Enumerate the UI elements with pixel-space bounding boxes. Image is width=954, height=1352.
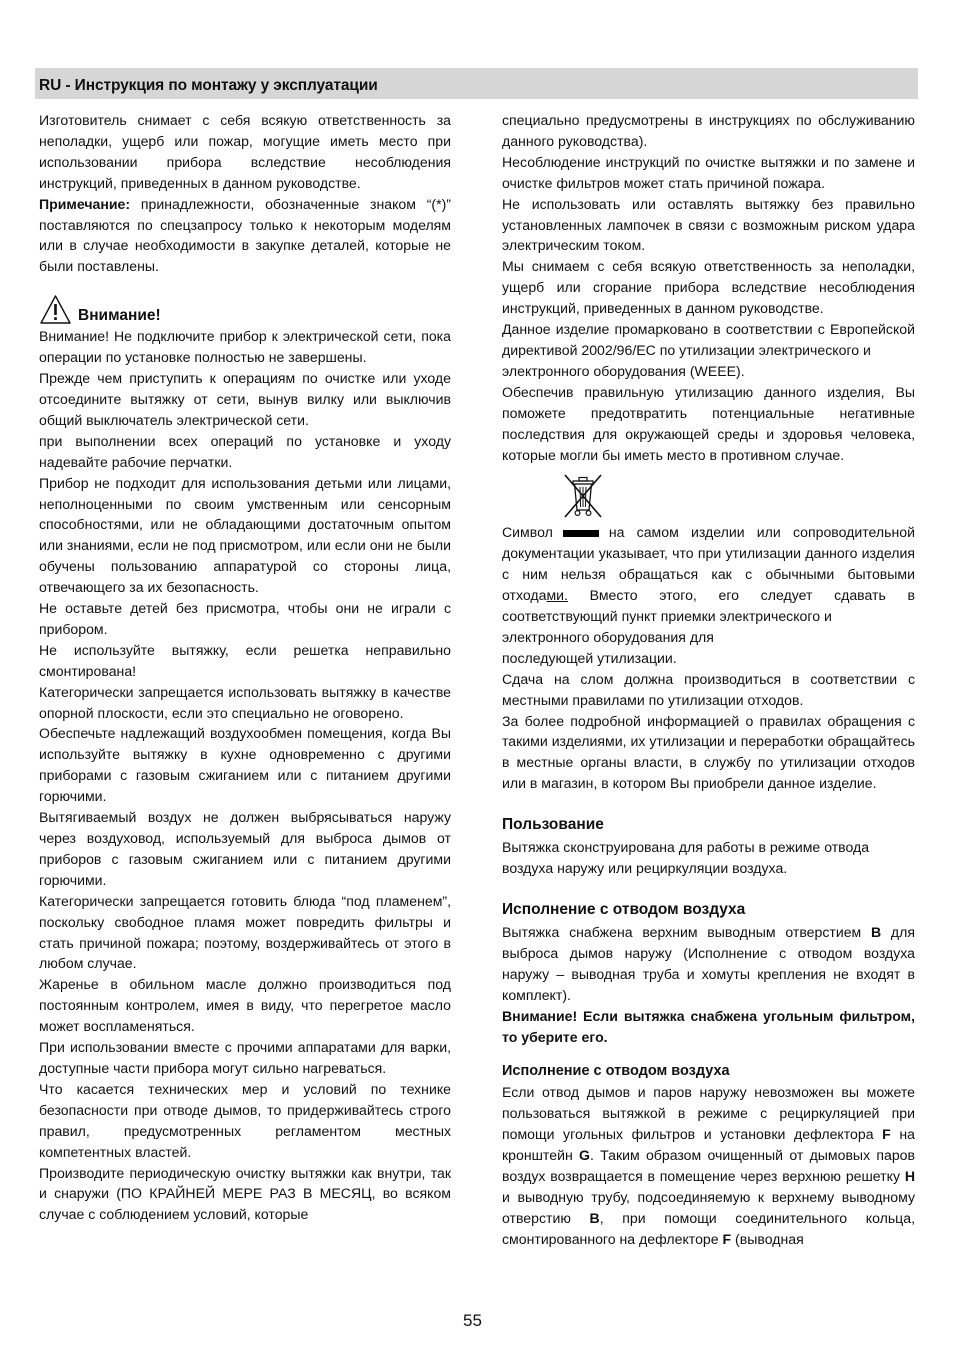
safety-paragraph: Прежде чем приступить к операциям по очистке или уходе отсоедините вытяжку от сети, вынув вилку или выключив общий выключатель электрической сети. — [39, 370, 451, 428]
page-number: 55 — [463, 1311, 482, 1330]
symbol-text-underlined: ми. — [546, 587, 568, 604]
recirc-text: . Таким образом очищенный от дымовых паров воздух возвращается в помещение через верхнюю решетку — [502, 1147, 916, 1185]
recirc-text: на кронштейн — [502, 1126, 915, 1164]
safety-paragraph: Категорически запрещается использовать вытяжку в качестве опорной плоскости, если это специально не оговорено. — [39, 683, 451, 721]
safety-paragraph: Что касается технических мер и условий по технике безопасности при отводе дымов, то придерживайтесь строго правил, предусмотренных регламентом местных компетентных властей. — [39, 1080, 451, 1160]
recirc-text: и выводную трубу, подсоединяемую к верхнему выводному отверстию — [502, 1188, 915, 1226]
symbol-line: электронного оборудования для — [502, 628, 714, 645]
weee-paragraph: электронного оборудования (WEEE). — [502, 362, 745, 379]
text-paragraph: Несоблюдение инструкций по очистке вытяжки и по замене и очистке фильтров может стать причиной пожара. — [502, 153, 915, 191]
right-column — [502, 110, 915, 1250]
label-g: G — [579, 1147, 590, 1164]
use-paragraph: Вытяжка сконструирована для работы в режиме отвода воздуха наружу или рециркуляции воздуха. — [502, 839, 870, 877]
weee-paragraph: Обеспечив правильную утилизацию данного изделия, Вы поможете предотвратить потенциальные негативные последствия для окружающей среды и здоровья человека, которые могли бы иметь место в противном случае. — [502, 383, 915, 463]
disposal-paragraph: Сдача на слом должна производиться в соответствии с местными правилами по утилизации отходов. — [502, 670, 915, 708]
symbol-word: Символ — [502, 524, 553, 541]
weee-paragraph: Данное изделие промарковано в соответствии с Европейской директивой 2002/96/EC по утилизации электрического и — [502, 321, 915, 358]
exhaust-paragraph — [502, 922, 915, 1006]
text-paragraph: Не использовать или оставлять вытяжку без правильно установленных лампочек в связи с возможным риском удара электрическим током. — [502, 195, 915, 254]
text-paragraph: специально предусмотрены в инструкциях по обслуживанию данного руководства). — [502, 112, 915, 149]
text-paragraph: Мы снимаем с себя всякую ответственность за неполадки, ущерб или сгорание прибора вследствие несоблюдения инструкций, приведенных в данном руководстве. — [502, 258, 915, 317]
safety-paragraph: Обеспечьте надлежащий воздухообмен помещения, когда Вы используйте вытяжку в кухне одновременно с другими приборами с газовым сжиганием или с питанием другими горючими. — [39, 725, 451, 805]
weee-symbol-area — [502, 472, 915, 522]
header-bar — [35, 68, 918, 99]
safety-paragraph: Категорически запрещается готовить блюда “под пламенем”, поскольку свободное пламя может повредить фильтры и стать причиной пожара; поэтому, воздерживайтесь от этого в любом случае. — [39, 892, 451, 972]
note-text: принадлежности, обозначенные знаком “(*)” поставляются по спецзапросу только к некоторым моделям или в случае необходимости в закупке деталей, которые не были поставлены. — [39, 195, 451, 275]
safety-paragraph: Вытягиваемый воздух не должен выбрясываться наружу через воздуховод, используемый для выброса дымов от приборов с газовым сжиганием или с питанием другими горючими. — [39, 809, 451, 888]
page-title: RU - Инструкция по монтажу у эксплуатации — [39, 77, 378, 94]
crossed-out-bin-icon — [562, 472, 604, 520]
exhaust-warning: Внимание! Если вытяжка снабжена угольным фильтром, то уберите его. — [502, 1007, 915, 1045]
exhaust-text: для выброса дымов наружу (Исполнение с отводом воздуха наружу – выводная труба и хомуты крепления не входят в комплект). — [502, 924, 915, 1003]
note-label: Примечание: — [39, 195, 131, 212]
label-f: F — [882, 1126, 891, 1143]
recirc-text: , при помощи соединительного кольца, смонтированного на дефлекторе — [502, 1209, 915, 1247]
safety-paragraph: при выполнении всех операций по установке и уходу надевайте рабочие перчатки. — [39, 432, 451, 470]
safety-paragraph: Жаренье в обильном масле должно производиться под постоянным контролем, имея в виду, что перегретое масло может воспламеняться. — [39, 976, 451, 1035]
symbol-text: Вместо этого, его следует сдавать в соответствующий пункт приемки электрического и — [502, 587, 915, 625]
symbol-text: на самом изделии или сопроводительной документации указывает, что при утилизации данного изделия с ним нельзя обращаться как с обычными бытовыми отхода — [502, 524, 915, 604]
label-f: F — [722, 1230, 732, 1247]
warning-title: Внимание! — [78, 307, 161, 325]
section-title-exhaust: Исполнение с отводом воздуха — [502, 901, 746, 918]
recirculation-paragraph — [502, 1082, 915, 1249]
recirc-text: Если отвод дымов и паров наружу невозможен вы можете пользоваться вытяжкой в режиме с рециркуляцией при помощи угольных фильтров и установки дефлектора — [502, 1084, 915, 1143]
section-title-use: Пользование — [502, 816, 604, 834]
recirc-text: (выводная — [731, 1230, 804, 1247]
label-h: H — [904, 1168, 915, 1185]
warning-triangle-icon — [39, 294, 72, 325]
symbol-line: последующей утилизации. — [502, 649, 677, 666]
black-bar-symbol — [563, 530, 599, 537]
left-column — [39, 110, 451, 1225]
safety-paragraph: При использовании вместе с прочими аппаратами для варки, доступные части прибора могут сильно нагреваться. — [39, 1039, 451, 1076]
symbol-paragraph — [502, 522, 915, 627]
safety-paragraph: Не оставьте детей без присмотра, чтобы они не играли с прибором. — [39, 600, 451, 637]
intro-paragraph: Изготовитель снимает с себя всякую ответственность за неполадки, ущерб или пожар, могущие иметь место при использовании прибора вследствие несоблюдения инструкций, приведенных в данном руководстве. — [39, 112, 451, 191]
safety-paragraph: Прибор не подходит для использования детьми или лицами, неполноценными по своим умственным или сенсорным способностями, или не обладающими достаточным опытом или знаниями, если не под присмотром, или если они не были обучены пользованию аппаратурой со стороны лица, отвечающего за их безопасность. — [39, 474, 451, 596]
disposal-paragraph: За более подробной информацией о правилах обращения с такими изделиями, их утилизации и переработки обращайтесь в местные органы власти, в службу по утилизации отходов или в магазин, в котором Вы приобрели данное изделие. — [502, 712, 915, 792]
section-title-recirculation: Исполнение с отводом воздуха — [502, 1063, 730, 1080]
note-paragraph — [39, 194, 451, 278]
exhaust-text: Вытяжка снабжена верхним выводным отверстием — [502, 924, 871, 940]
safety-paragraph: Внимание! Не подключите прибор к электрической сети, пока операции по установке полностью не завершены. — [39, 328, 451, 366]
label-b: B — [589, 1209, 600, 1226]
safety-paragraph: Не используйте вытяжку, если решетка неправильно смонтирована! — [39, 641, 451, 679]
safety-paragraph: Производите периодическую очистку вытяжки как внутри, так и снаружи (ПО КРАЙНЕЙ МЕРЕ РАЗ В МЕСЯЦ, во всяком случае с соблюдением условий, которые — [39, 1164, 451, 1223]
warning-heading — [39, 290, 451, 326]
label-b: B — [870, 924, 882, 940]
